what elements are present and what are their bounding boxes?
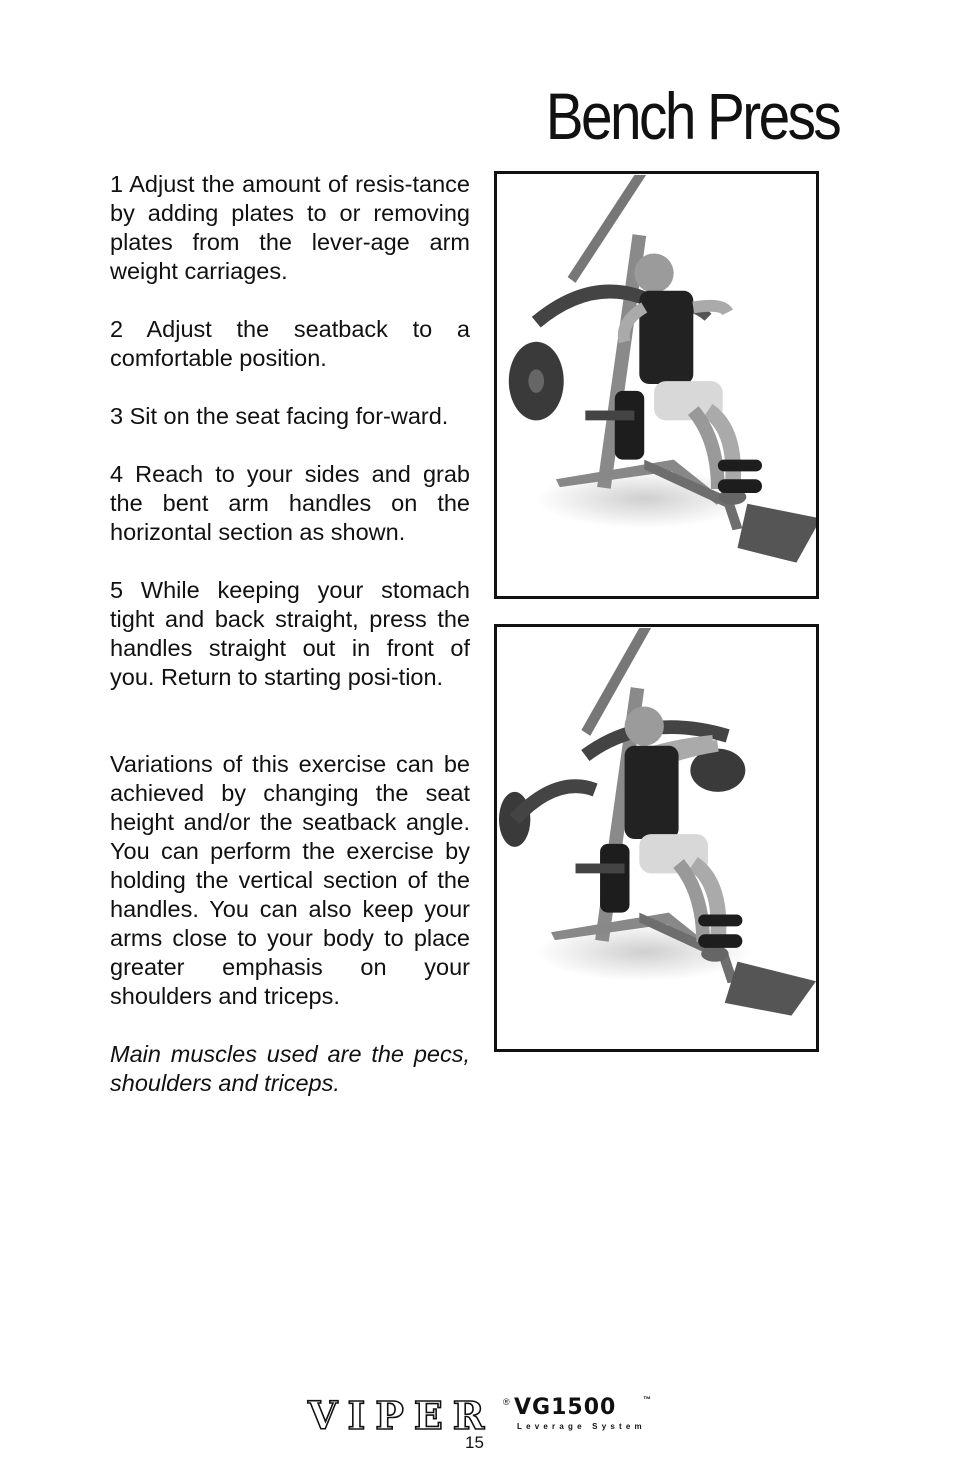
exercise-photo-start <box>494 171 819 599</box>
model-name: VG1500 <box>514 1395 617 1420</box>
footer-logo <box>300 1393 660 1463</box>
page-title: Bench Press <box>545 79 839 153</box>
exercise-photo-press-illustration <box>497 627 816 1049</box>
exercise-photo-press <box>494 624 819 1052</box>
step-4: 4 Reach to your sides and grab the bent arm handles on the horizontal section as shown. <box>110 461 470 545</box>
step-3: 3 Sit on the seat facing for-ward. <box>110 403 449 429</box>
instructions <box>110 170 470 1098</box>
variations-paragraph: Variations of this exercise can be achieved by changing the seat height and/or the seatback angle. You can perform the exercise by holding the vertical section of the handles. You can also keep your arms close to your body to place greater emphasis on your shoulders and triceps. <box>110 751 470 1009</box>
brand-subtitle: Leverage System <box>517 1422 646 1431</box>
step-5: 5 While keeping your stomach tight and back straight, press the handles straight out in front of you. Return to starting posi-tion. <box>110 577 470 690</box>
registered-mark: ® <box>503 1397 510 1407</box>
step-1: 1 Adjust the amount of resis-tance by adding plates to or removing plates from the lever-age arm weight carriages. <box>110 171 470 284</box>
brand-wordmark: VIPER <box>308 1393 495 1438</box>
trademark-mark: ™ <box>643 1395 651 1404</box>
exercise-photo-start-illustration <box>497 174 816 596</box>
muscles-note: Main muscles used are the pecs, shoulders and triceps. <box>110 1041 470 1096</box>
page-number: 15 <box>465 1433 484 1452</box>
step-2: 2 Adjust the seatback to a comfortable position. <box>110 316 470 371</box>
